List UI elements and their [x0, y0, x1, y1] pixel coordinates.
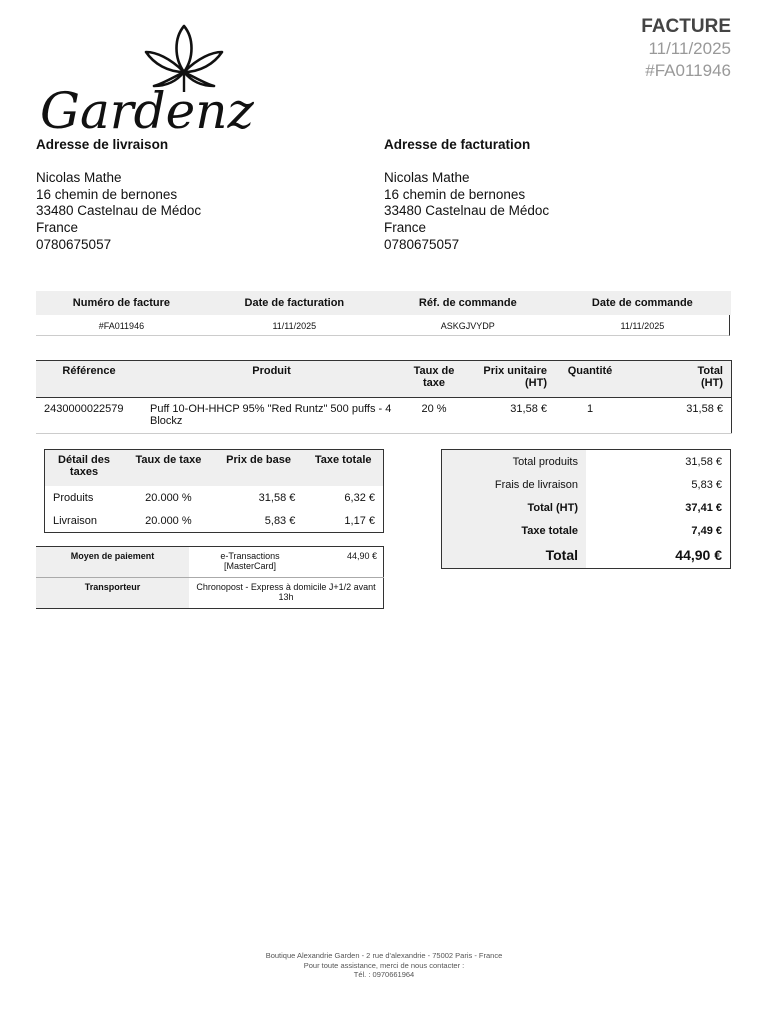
footer-assistance: Pour toute assistance, merci de nous contacter : — [303, 960, 465, 970]
carrier-value: Chronopost - Express à domicile J+1/2 avant 13h — [196, 582, 376, 602]
shipping-address-line: 16 chemin de bernones — [36, 186, 178, 202]
document-date: 11/11/2025 — [648, 39, 731, 58]
total-tax-label: Taxe totale — [442, 519, 587, 542]
tax-detail-table — [44, 449, 384, 533]
products-table — [36, 360, 732, 434]
shipping-address-line: 0780675057 — [36, 236, 112, 252]
total-tax-value: 7,49 € — [691, 524, 722, 537]
tax-row-rate: 20.000 % — [145, 514, 192, 527]
product-total: 31,58 € — [625, 398, 732, 434]
product-header: Produit — [142, 361, 401, 398]
billing-address-line: 33480 Castelnau de Médoc — [384, 203, 550, 219]
tax-row-total: 1,17 € — [344, 514, 375, 527]
shipping-address-line: Nicolas Mathe — [36, 169, 122, 185]
base-price-header: Prix de base — [214, 450, 304, 487]
footer-phone: Tél. : 0970661964 — [353, 970, 415, 979]
shipping-address-line: France — [36, 220, 79, 236]
invoice-number-value: #FA011946 — [98, 320, 145, 331]
billing-address-line: 16 chemin de bernones — [384, 186, 526, 202]
total-header: Total (HT) — [625, 361, 732, 398]
order-date-value: 11/11/2025 — [620, 320, 665, 331]
shipping-address-line: 33480 Castelnau de Médoc — [36, 203, 202, 219]
reference-header: Référence — [36, 361, 142, 398]
total-ht-label: Total (HT) — [442, 496, 587, 519]
info-header: Date de commande — [554, 291, 731, 315]
tax-detail-header: Détail des taxes — [45, 450, 124, 487]
tax-row-base: 31,58 € — [258, 491, 296, 504]
payment-amount: 44,90 € — [311, 547, 384, 578]
document-type: FACTURE — [641, 16, 731, 37]
info-header: Réf. de commande — [382, 291, 554, 315]
total-ht-value: 37,41 € — [685, 501, 722, 514]
shipping-address-title: Adresse de livraison — [36, 137, 169, 152]
leaf-icon — [38, 20, 318, 138]
footer-address: Boutique Alexandrie Garden - 2 rue d'alexandrie - 75002 Paris - France — [265, 951, 503, 960]
tax-row-label: Livraison — [53, 514, 98, 527]
shipping-fees-label: Frais de livraison — [442, 473, 587, 496]
order-reference-value: ASKGJVYDP — [440, 320, 495, 331]
document-number: #FA011946 — [645, 61, 731, 80]
grand-total-label: Total — [442, 542, 587, 569]
unit-price-header: Prix unitaire (HT) — [467, 361, 555, 398]
billing-address-line: France — [384, 220, 427, 236]
table-row — [45, 509, 384, 533]
tax-rate-header: Taux de taxe — [401, 361, 467, 398]
payment-method-label: Moyen de paiement — [36, 547, 189, 578]
product-reference: 2430000022579 — [36, 398, 142, 434]
shipping-address — [36, 137, 356, 254]
svg-text:Gardenz: Gardenz — [40, 82, 254, 138]
billing-address-line: 0780675057 — [384, 236, 460, 252]
quantity-header: Quantité — [555, 361, 625, 398]
product-quantity: 1 — [555, 398, 625, 434]
tax-row-rate: 20.000 % — [145, 491, 192, 504]
payment-method-value: e-Transactions [MasterCard] — [189, 547, 311, 578]
table-row — [36, 398, 732, 434]
shipping-fees-value: 5,83 € — [691, 478, 722, 491]
total-tax-header: Taxe totale — [303, 450, 383, 487]
total-products-value: 31,58 € — [685, 455, 722, 468]
carrier-label: Transporteur — [36, 578, 189, 609]
table-row — [45, 486, 384, 509]
billing-address — [384, 137, 704, 254]
footer — [0, 951, 768, 980]
total-products-label: Total produits — [442, 450, 587, 474]
payment-table — [36, 546, 384, 609]
billing-address-line: Nicolas Mathe — [384, 169, 470, 185]
totals-table — [441, 449, 731, 569]
product-name: Puff 10-OH-HHCP 95% "Red Runtz" 500 puffs - 4 Blockz — [142, 398, 401, 434]
grand-total-value: 44,90 € — [675, 547, 722, 563]
tax-rate-header: Taux de taxe — [123, 450, 214, 487]
brand-logo — [38, 20, 318, 138]
info-header: Numéro de facture — [36, 291, 207, 315]
product-unit-price: 31,58 € — [467, 398, 555, 434]
billing-address-title: Adresse de facturation — [384, 137, 531, 152]
tax-row-base: 5,83 € — [264, 514, 296, 527]
tax-row-total: 6,32 € — [344, 491, 375, 504]
info-header: Date de facturation — [207, 291, 382, 315]
invoice-date-value: 11/11/2025 — [272, 320, 317, 331]
invoice-info-table — [36, 291, 731, 336]
product-tax-rate: 20 % — [401, 398, 467, 434]
tax-row-label: Produits — [53, 491, 94, 504]
